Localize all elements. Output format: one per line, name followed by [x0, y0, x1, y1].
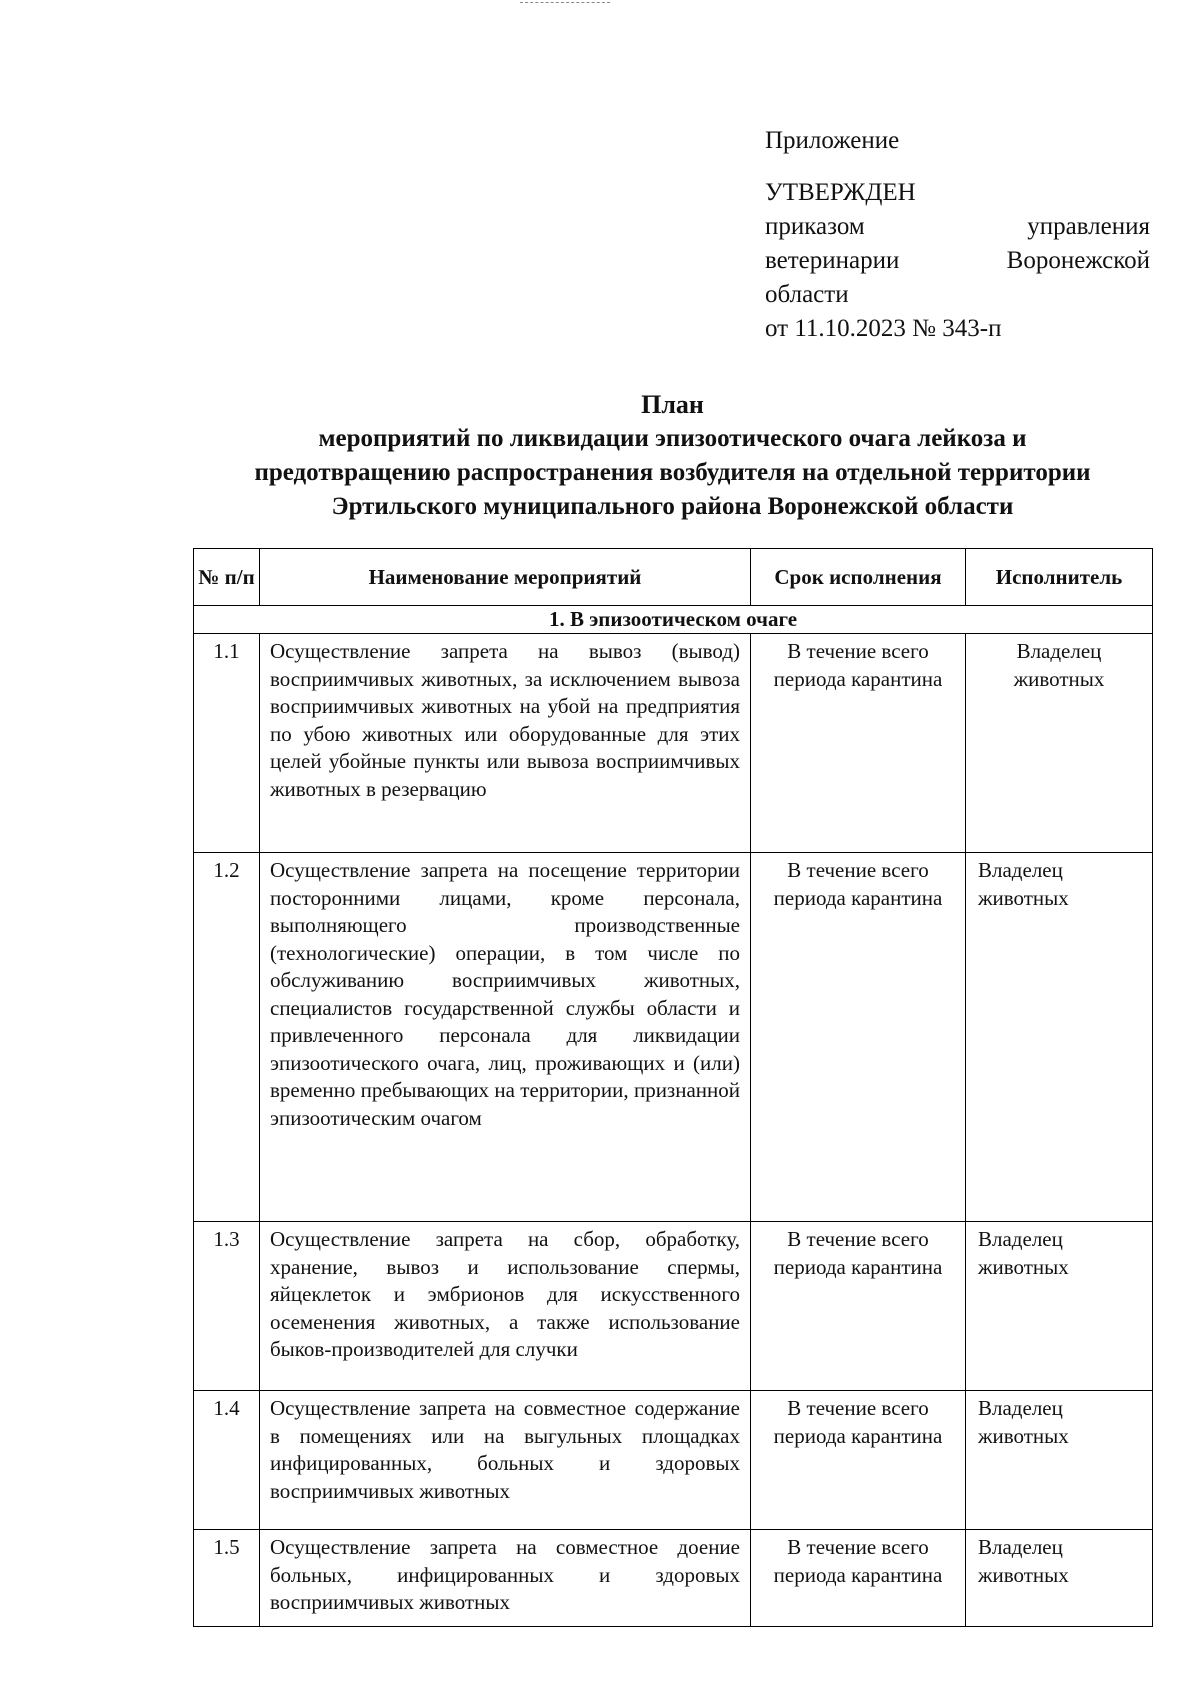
row-term: В течение всего периода карантина	[751, 634, 966, 853]
row-executor: Владелец животных	[966, 1222, 1153, 1391]
approval-line-1: приказом управления	[765, 213, 1150, 240]
approval-line-2: ветеринарии Воронежской	[765, 247, 1150, 274]
row-term: В течение всего периода карантина	[751, 853, 966, 1222]
row-measure: Осуществление запрета на совместное содержание в помещениях или на выгульных площадках инфицированных, больных и здоровых восприимчивых животных	[260, 1391, 751, 1530]
row-num: 1.5	[194, 1530, 260, 1627]
title-line-2: предотвращению распространения возбудителя на отдельной территории	[254, 459, 1091, 486]
row-measure: Осуществление запрета на совместное доение больных, инфицированных и здоровых восприимчивых животных	[260, 1530, 751, 1627]
scan-artifact	[520, 2, 610, 6]
table-row	[194, 1391, 1153, 1530]
order-reference: от 11.10.2023 № 343-п	[765, 315, 1002, 342]
approval-block	[765, 124, 1150, 346]
title-line-1: мероприятий по ликвидации эпизоотического очага лейкоза и	[318, 425, 1027, 452]
row-num: 1.3	[194, 1222, 260, 1391]
section-title: 1. В эпизоотическом очаге	[194, 606, 1153, 634]
table-header-row	[194, 549, 1153, 606]
row-executor: Владелец животных	[966, 1391, 1153, 1530]
header-term: Срок исполнения	[751, 549, 966, 606]
row-term: В течение всего периода карантина	[751, 1530, 966, 1627]
row-measure: Осуществление запрета на вывоз (вывод) восприимчивых животных, за исключением вывоза восприимчивых животных на убой на предприятия по убою животных или оборудованные для этих целей убойные пункты или вывоза восприимчивых животных в резервацию	[260, 634, 751, 853]
row-num: 1.1	[194, 634, 260, 853]
title-line-3: Эртильского муниципального района Воронежской области	[331, 493, 1014, 520]
table-row	[194, 1222, 1153, 1391]
document-title	[185, 388, 1160, 524]
table-row	[194, 1530, 1153, 1627]
row-executor: Владелец животных	[966, 853, 1153, 1222]
approved-stamp-text: УТВЕРЖДЕН	[765, 179, 916, 206]
table-row	[194, 634, 1153, 853]
row-executor: Владелец животных	[966, 634, 1153, 853]
row-executor: Владелец животных	[966, 1530, 1153, 1627]
header-num: № п/п	[194, 549, 260, 606]
row-term: В течение всего периода карантина	[751, 1391, 966, 1530]
row-num: 1.4	[194, 1391, 260, 1530]
section-row	[194, 606, 1153, 634]
appendix-label: Приложение	[765, 127, 900, 154]
title-main: План	[641, 390, 704, 419]
header-name: Наименование мероприятий	[260, 549, 751, 606]
row-measure: Осуществление запрета на сбор, обработку, хранение, вывоз и использование спермы, яйцеклеток и эмбрионов для искусственного осеменения животных, а также использование быков-производителей для случки	[260, 1222, 751, 1391]
row-term: В течение всего периода карантина	[751, 1222, 966, 1391]
row-num: 1.2	[194, 853, 260, 1222]
row-measure: Осуществление запрета на посещение территории посторонними лицами, кроме персонала, выполняющего производственные (технологические) операции, в том числе по обслуживанию восприимчивых животных, специалистов государственной службы области и привлеченного персонала для ликвидации эпизоотического очага, лиц, проживающих и (или) временно пребывающих на территории, признанной эпизоотическим очагом	[260, 853, 751, 1222]
table-row	[194, 853, 1153, 1222]
measures-table	[193, 548, 1153, 1627]
header-executor: Исполнитель	[966, 549, 1153, 606]
approval-line-3: области	[765, 281, 849, 308]
